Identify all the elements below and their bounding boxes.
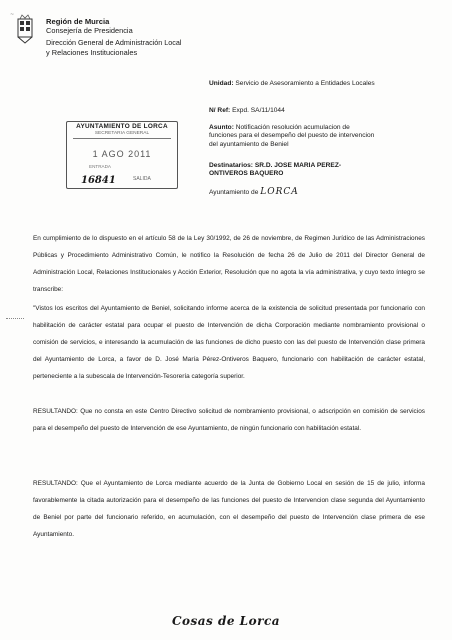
org-department: Consejería de Presidencia <box>46 26 133 35</box>
svg-text:~: ~ <box>10 12 15 18</box>
asunto-label: Asunto: <box>209 124 234 131</box>
unidad-label: Unidad: <box>209 80 234 87</box>
paragraph-resultando-1: RESULTANDO: Que no consta en este Centro Directivo solicitud de nombramiento provisional, o adscripción en comisión de servicios para el desempeño del puesto de Intervención de ese Ayuntamiento, de ningún funcionario con habilitación estatal. <box>33 408 425 432</box>
registry-stamp <box>66 121 178 189</box>
watermark-caption: Cosas de Lorca <box>171 614 281 628</box>
stamp-handwritten-number: 16841 <box>81 175 116 186</box>
stamp-divider <box>73 138 171 139</box>
ayuntamiento-field <box>209 188 299 197</box>
directorate-line-2: y Relaciones Institucionales <box>46 47 138 57</box>
recipient-field <box>209 162 379 179</box>
stamp-subtitle: SECRETARIA GENERAL <box>94 131 150 136</box>
directorate-line-1: Dirección General de Administración Local <box>46 38 182 47</box>
asunto-field <box>209 124 379 149</box>
reference-field <box>209 107 285 115</box>
recipient-value: SR.D. JOSE MARIA PEREZ-ONTIVEROS BAQUERO <box>209 162 342 178</box>
stamp-entry-label: ENTRADA <box>89 164 111 169</box>
unidad-field <box>209 80 384 88</box>
ayuntamiento-handwritten-value: LORCA <box>260 187 299 197</box>
org-name: Región de Murcia <box>46 17 110 26</box>
recipient-label: Destinatarios: <box>209 162 253 169</box>
stamp-date: 1 AGO 2011 <box>92 149 152 159</box>
unidad-value: Servicio de Asesoramiento a Entidades Locales <box>235 80 375 87</box>
region-murcia-crest-logo <box>8 10 42 48</box>
stamp-exit-label: SALIDA <box>133 176 151 182</box>
reference-label: N/ Ref: <box>209 107 231 114</box>
paragraph-vistos: "Vistos los escritos del Ayuntamiento de Beniel, solicitando informe acerca de la existencia de solicitud presentada por funcionario con habilitación de carácter estatal para ocupar el puesto de Intervención de dicha Corporación mediante nombramiento provisional o comisión de servicios, e interesando la acumulación de las funciones de dicho puesto con las del puesto de Intervención clase primera del Ayuntamiento de Lorca, a favor de D. José María Pérez-Ontiveros Baquero, funcionario con habilitación de carácter estatal, perteneciente a la subescala de Intervención-Tesorería categoría superior. <box>33 305 425 380</box>
stamp-title: AYUNTAMIENTO DE LORCA <box>76 123 168 130</box>
letterhead-text <box>46 17 181 57</box>
reference-value: Expd. SA/11/1044 <box>232 107 285 114</box>
asunto-value: Notificación resolución acumulacion de funciones para el desempeño del puesto de intervencion del ayuntamiento de Beniel <box>209 124 375 148</box>
paragraph-intro: En cumplimiento de lo dispuesto en el artículo 58 de la Ley 30/1992, de 26 de noviembre, de Regimen Jurídico de las Administraciones Públicas y Procedimiento Administrativo Común, le notifico la Resolución de fecha 26 de Julio de 2011 del Director General de Administración Local, Relaciones Institucionales y Acción Exterior, Resolución que no agota la vía administrativa, y cuyo texto íntegro se transcribe: <box>33 235 425 293</box>
paragraph-resultando-2: RESULTANDO: Que el Ayuntamiento de Lorca mediante acuerdo de la Junta de Gobierno Local en sesión de 15 de julio, informa favorablemente la citada autorización para el desempeño de las funciones del puesto de Intervencion clase segunda del Ayuntamiento de Beniel por parte del funcionario referido, en acumulación, con el desempeño del puesto de Intervención clase primera de ese Ayuntamiento. <box>33 480 425 538</box>
ayuntamiento-label: Ayuntamiento de <box>209 189 259 196</box>
scan-margin-mark <box>6 318 24 319</box>
